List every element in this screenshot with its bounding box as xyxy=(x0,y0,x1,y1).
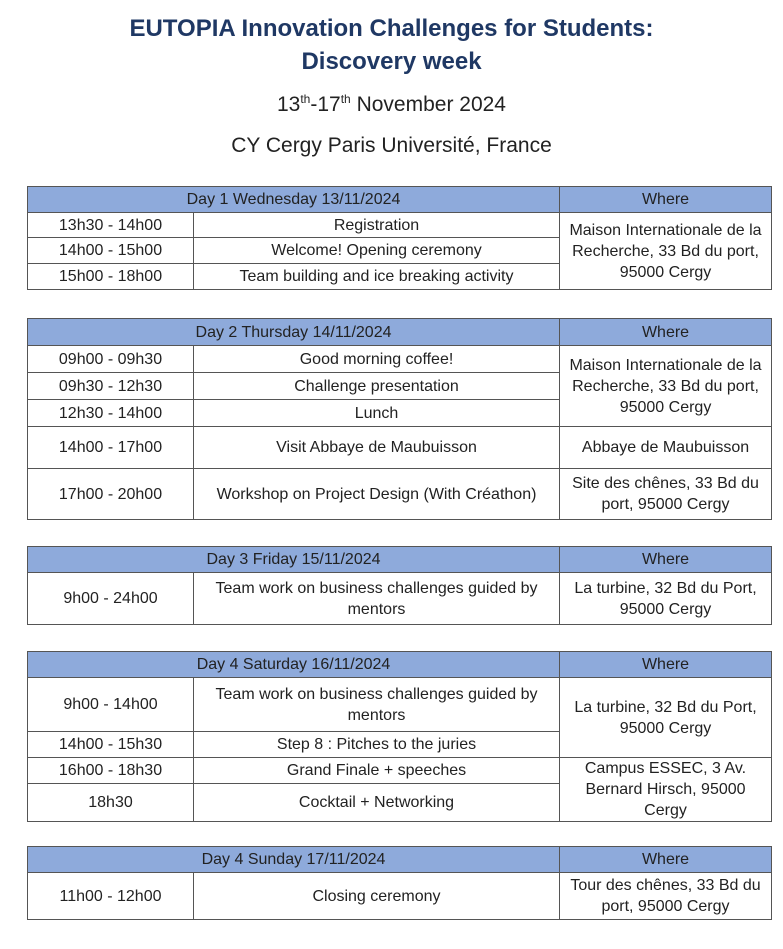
place-cell: La turbine, 32 Bd du Port, 95000 Cergy xyxy=(560,678,772,758)
schedule-table-day3 xyxy=(27,546,772,625)
day-heading: Day 4 Sunday 17/11/2024 xyxy=(28,847,560,873)
time-cell: 09h30 - 12h30 xyxy=(28,373,194,400)
where-heading: Where xyxy=(560,652,772,678)
schedule-table-day4-saturday xyxy=(27,651,772,822)
activity-cell: Welcome! Opening ceremony xyxy=(194,238,560,264)
page-title-line1: EUTOPIA Innovation Challenges for Students: xyxy=(129,15,654,42)
day-heading: Day 2 Thursday 14/11/2024 xyxy=(28,319,560,346)
activity-cell: Grand Finale + speeches xyxy=(194,758,560,784)
where-heading: Where xyxy=(560,547,772,573)
dates-end-suffix: th xyxy=(340,92,351,106)
schedule-table-day1 xyxy=(27,186,772,290)
time-cell: 14h00 - 15h30 xyxy=(28,732,194,758)
time-cell: 14h00 - 15h00 xyxy=(28,238,194,264)
dates-start-day: 13 xyxy=(276,93,301,116)
event-location: CY Cergy Paris Université, France xyxy=(231,134,552,157)
day-heading: Day 4 Saturday 16/11/2024 xyxy=(28,652,560,678)
place-cell: Maison Internationale de la Recherche, 33 Bd du port, 95000 Cergy xyxy=(560,346,772,427)
where-heading: Where xyxy=(560,319,772,346)
day-heading: Day 1 Wednesday 13/11/2024 xyxy=(28,187,560,213)
time-cell: 13h30 - 14h00 xyxy=(28,213,194,238)
activity-cell: Workshop on Project Design (With Créathon) xyxy=(194,469,560,520)
dates-end-day: -17 xyxy=(310,93,341,116)
where-heading: Where xyxy=(560,187,772,213)
activity-cell: Team work on business challenges guided by mentors xyxy=(194,678,560,732)
place-cell: Abbaye de Maubuisson xyxy=(560,427,772,469)
time-cell: 18h30 xyxy=(28,784,194,822)
where-heading: Where xyxy=(560,847,772,873)
place-cell: Maison Internationale de la Recherche, 33 Bd du port, 95000 Cergy xyxy=(560,213,772,290)
time-cell: 11h00 - 12h00 xyxy=(28,873,194,920)
time-cell: 16h00 - 18h30 xyxy=(28,758,194,784)
activity-cell: Team building and ice breaking activity xyxy=(194,264,560,290)
time-cell: 09h00 - 09h30 xyxy=(28,346,194,373)
time-cell: 9h00 - 14h00 xyxy=(28,678,194,732)
time-cell: 17h00 - 20h00 xyxy=(28,469,194,520)
time-cell: 9h00 - 24h00 xyxy=(28,573,194,625)
time-cell: 15h00 - 18h00 xyxy=(28,264,194,290)
page-title-line2: Discovery week xyxy=(301,48,482,75)
event-dates xyxy=(0,92,783,117)
activity-cell: Team work on business challenges guided by mentors xyxy=(194,573,560,625)
activity-cell: Visit Abbaye de Maubuisson xyxy=(194,427,560,469)
activity-cell: Good morning coffee! xyxy=(194,346,560,373)
schedule-table-day2 xyxy=(27,318,772,520)
schedule-table-day4-sunday xyxy=(27,846,772,920)
time-cell: 14h00 - 17h00 xyxy=(28,427,194,469)
day-heading: Day 3 Friday 15/11/2024 xyxy=(28,547,560,573)
time-cell: 12h30 - 14h00 xyxy=(28,400,194,427)
activity-cell: Lunch xyxy=(194,400,560,427)
activity-cell: Cocktail + Networking xyxy=(194,784,560,822)
dates-rest: November 2024 xyxy=(350,93,506,116)
activity-cell: Step 8 : Pitches to the juries xyxy=(194,732,560,758)
place-cell: Campus ESSEC, 3 Av. Bernard Hirsch, 95000 Cergy xyxy=(560,758,772,822)
activity-cell: Closing ceremony xyxy=(194,873,560,920)
dates-start-suffix: th xyxy=(300,92,311,106)
place-cell: La turbine, 32 Bd du Port, 95000 Cergy xyxy=(560,573,772,625)
activity-cell: Challenge presentation xyxy=(194,373,560,400)
activity-cell: Registration xyxy=(194,213,560,238)
place-cell: Tour des chênes, 33 Bd du port, 95000 Cergy xyxy=(560,873,772,920)
place-cell: Site des chênes, 33 Bd du port, 95000 Cergy xyxy=(560,469,772,520)
